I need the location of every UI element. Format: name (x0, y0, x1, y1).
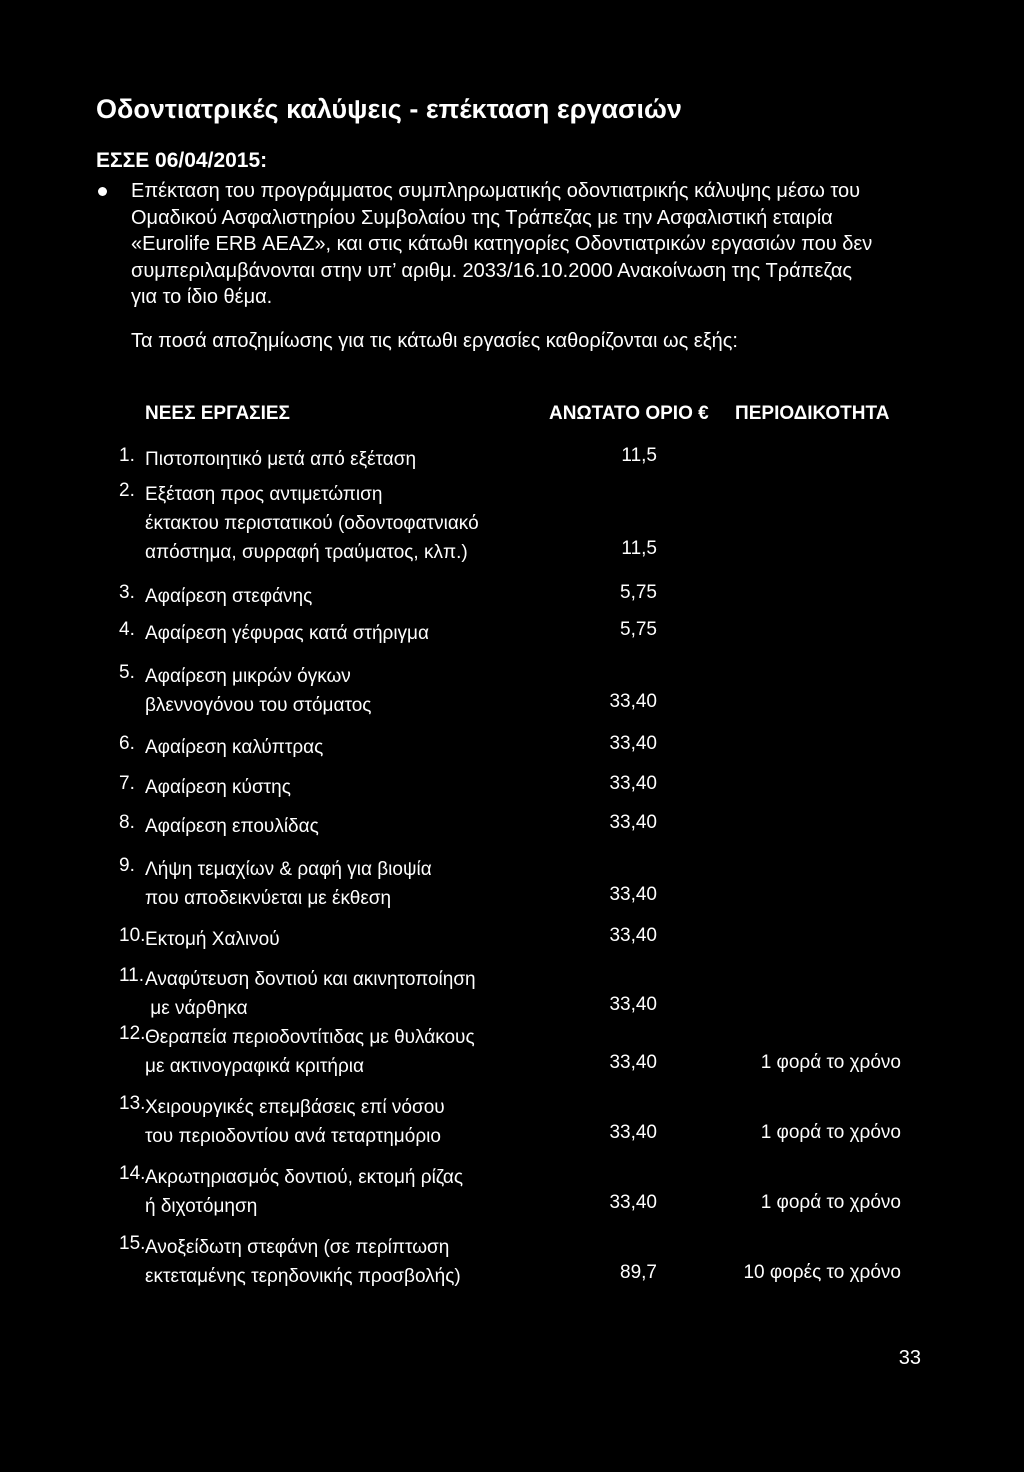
bullet-line: για το ίδιο θέμα. (131, 286, 273, 308)
row-amount: 33,40 (609, 1052, 657, 1073)
row-number: 1. (119, 445, 135, 466)
row-number: 8. (119, 812, 135, 833)
bullet-line: συμπεριλαμβάνονται στην υπ’ αριθμ. 2033/16.10.2000 Ανακοίνωση της Τράπεζας (131, 259, 853, 282)
row-amount: 33,40 (609, 691, 657, 712)
row-number: 3. (119, 582, 135, 603)
row-periodicity: 1 φορά το χρόνο (760, 1052, 901, 1073)
row-description (145, 1093, 445, 1151)
row-number: 4. (119, 619, 135, 640)
description-line: Χειρουργικές επεμβάσεις επί νόσου (145, 1097, 445, 1118)
bullet-line: Ομαδικού Ασφαλιστηρίου Συμβολαίου της Τράπεζας με την Ασφαλιστική εταιρία (131, 206, 833, 229)
row-number: 12. (119, 1023, 146, 1044)
description-line: Πιστοποιητικό μετά από εξέταση (145, 449, 417, 470)
bullet-text (131, 178, 946, 311)
row-number: 9. (119, 855, 135, 876)
description-line: του περιοδοντίου ανά τεταρτημόριο (145, 1126, 441, 1147)
row-description (145, 925, 280, 954)
row-amount: 89,7 (620, 1262, 657, 1283)
row-description (145, 445, 416, 474)
bullet-line: Επέκταση του προγράμματος συμπληρωματικής οδοντιατρικής κάλυψης μέσω του (131, 180, 861, 202)
row-number: 10. (119, 925, 146, 946)
row-number: 14. (119, 1163, 146, 1184)
row-amount: 33,40 (609, 925, 657, 946)
bullet-paragraph (96, 178, 946, 311)
description-line: απόστημα, συρραφή τραύματος, κλπ.) (145, 542, 468, 563)
row-description (145, 662, 371, 720)
description-line: Θεραπεία περιοδοντίτιδας με θυλάκους (145, 1027, 475, 1048)
row-periodicity: 10 φορές το χρόνο (743, 1262, 901, 1283)
row-amount: 11,5 (621, 445, 657, 466)
row-amount: 5,75 (620, 582, 657, 603)
description-line: βλεννογόνου του στόματος (145, 695, 372, 716)
bullet-line: «Eurolife ERB ΑΕΑΖ», και στις κάτωθι κατηγορίες Οδοντιατρικών εργασιών που δεν (131, 233, 873, 255)
description-line: Αφαίρεση επουλίδας (145, 816, 319, 837)
page-number: 33 (898, 1347, 921, 1369)
row-amount: 33,40 (609, 1122, 657, 1143)
row-amount: 5,75 (620, 619, 657, 640)
row-description (145, 855, 432, 913)
row-description (145, 1023, 475, 1081)
description-line: έκτακτου περιστατικού (οδοντοφατνιακό (145, 513, 479, 534)
row-number: 15. (119, 1233, 146, 1254)
description-line: Ανοξείδωτη στεφάνη (σε περίπτωση (145, 1237, 450, 1258)
description-line: που αποδεικνύεται με έκθεση (145, 888, 392, 909)
intro-text: Τα ποσά αποζημίωσης για τις κάτωθι εργασίες καθορίζονται ως εξής: (131, 330, 738, 352)
description-line: ή διχοτόμηση (145, 1196, 258, 1217)
bullet-icon (98, 187, 107, 196)
row-number: 5. (119, 662, 135, 683)
row-amount: 33,40 (609, 994, 657, 1015)
row-description (145, 965, 476, 1023)
row-amount: 33,40 (609, 733, 657, 754)
row-description (145, 812, 319, 841)
row-number: 11. (119, 965, 145, 986)
row-amount: 33,40 (609, 773, 657, 794)
description-line: Ακρωτηριασμός δοντιού, εκτομή ρίζας (145, 1167, 464, 1188)
row-number: 13. (119, 1093, 146, 1114)
description-line: Αφαίρεση καλύπτρας (145, 737, 324, 758)
row-amount: 33,40 (609, 884, 657, 905)
description-line: Αφαίρεση στεφάνης (145, 586, 313, 607)
row-description (145, 733, 323, 762)
description-line: με ακτινογραφικά κριτήρια (145, 1056, 364, 1077)
description-line: Αφαίρεση γέφυρας κατά στήριγμα (145, 623, 429, 644)
row-description (145, 773, 291, 802)
row-number: 2. (119, 480, 135, 501)
row-periodicity: 1 φορά το χρόνο (760, 1192, 901, 1213)
row-description (145, 480, 479, 567)
header-periodicity: ΠΕΡΙΟΔΙΚΟΤΗΤΑ (735, 403, 890, 424)
page-title: Οδοντιατρικές καλύψεις - επέκταση εργασιών (96, 94, 682, 124)
row-periodicity: 1 φορά το χρόνο (760, 1122, 901, 1143)
row-amount: 33,40 (609, 812, 657, 833)
row-number: 6. (119, 733, 135, 754)
section-subtitle: ΕΣΣΕ 06/04/2015: (96, 149, 268, 172)
description-line: Εκτομή Χαλινού (145, 929, 280, 950)
description-line: Εξέταση προς αντιμετώπιση (145, 484, 383, 505)
description-line: με νάρθηκα (145, 998, 248, 1019)
row-description (145, 1163, 463, 1221)
description-line: Αναφύτευση δοντιού και ακινητοποίηση (145, 969, 476, 990)
row-amount: 11,5 (621, 538, 657, 559)
row-description (145, 582, 312, 611)
description-line: εκτεταμένης τερηδονικής προσβολής) (145, 1266, 461, 1287)
row-number: 7. (119, 773, 135, 794)
description-line: Λήψη τεμαχίων & ραφή για βιοψία (145, 859, 432, 880)
description-line: Αφαίρεση μικρών όγκων (145, 666, 351, 687)
row-description (145, 619, 429, 648)
header-new-works: ΝΕΕΣ ΕΡΓΑΣΙΕΣ (145, 403, 290, 424)
header-max-limit: ΑΝΩΤΑΤΟ ΟΡΙΟ € (549, 403, 709, 424)
row-description (145, 1233, 461, 1291)
description-line: Αφαίρεση κύστης (145, 777, 291, 798)
row-amount: 33,40 (609, 1192, 657, 1213)
